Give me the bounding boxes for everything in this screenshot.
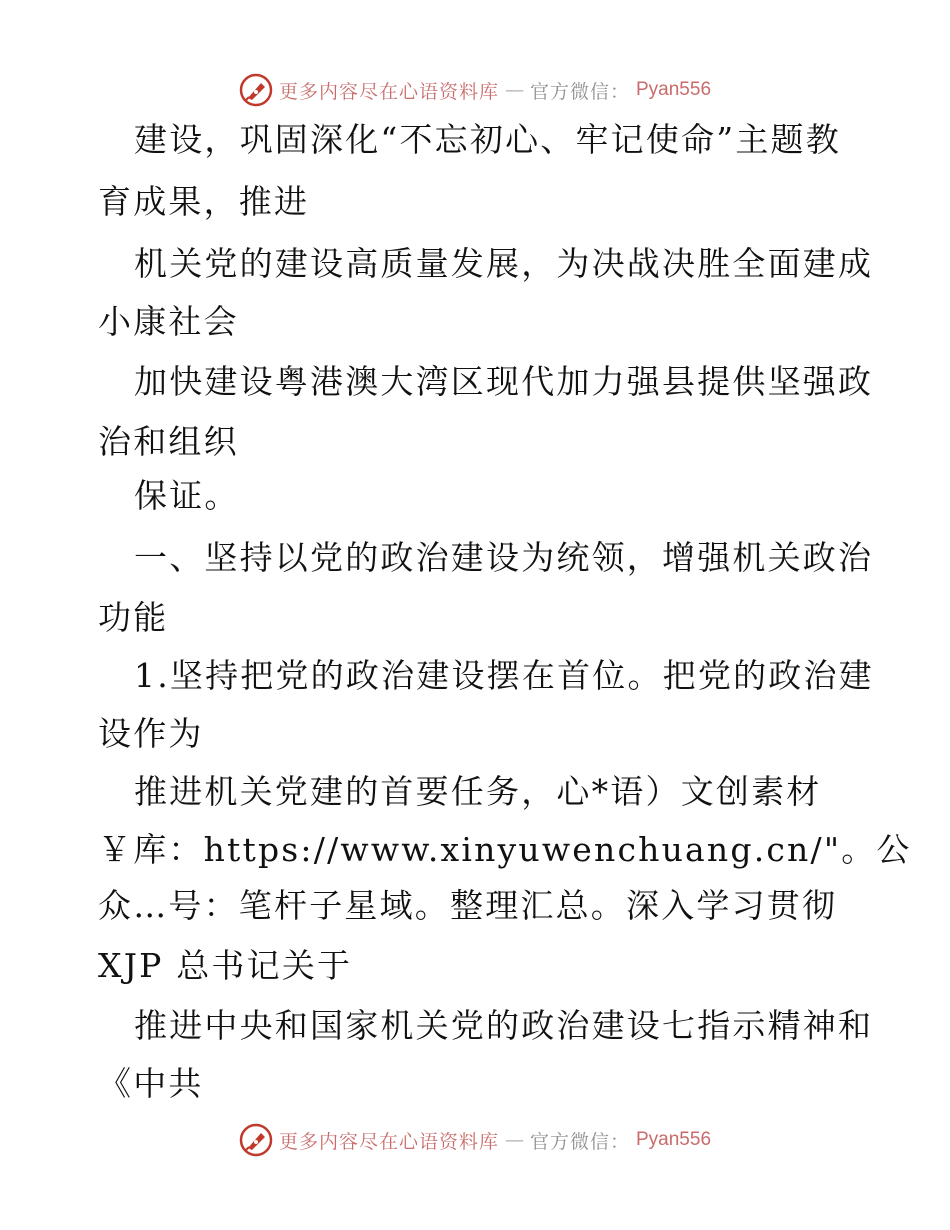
text-line: 推进中央和国家机关党的政治建设七指示精神和 [134, 1006, 874, 1045]
pen-nib-logo-icon [239, 73, 273, 107]
text-line: 功能 [98, 598, 169, 637]
text-line: 治和组织 [98, 422, 239, 461]
wechat-id: Pyan556 [636, 79, 712, 100]
banner-separator: — [504, 79, 524, 101]
text-line: XJP 总书记关于 [98, 946, 353, 985]
text-line: 加快建设粤港澳大湾区现代加力强县提供坚强政 [134, 362, 874, 401]
site-name-text: 更多内容尽在心语资料库 [278, 1130, 499, 1153]
footer-watermark-banner [0, 1122, 950, 1158]
text-line: 建设，巩固深化“不忘初心、牢记使命”主题教 [134, 120, 841, 159]
header-banner-content [239, 73, 711, 107]
site-name-text: 更多内容尽在心语资料库 [278, 80, 499, 103]
text-line: 推进机关党建的首要任务，心*语）文创素材 [134, 772, 822, 811]
text-line: 小康社会 [98, 302, 239, 341]
wechat-label: 官方微信： [529, 80, 630, 103]
text-line: 保证。 [134, 476, 240, 515]
text-line: ￥库：https://www.xinyuwenchuang.cn/"。公 [98, 830, 912, 869]
pen-nib-logo-icon [239, 1123, 273, 1157]
text-line: 众…号：笔杆子星域。整理汇总。深入学习贯彻 [98, 886, 838, 925]
footer-banner-content [239, 1123, 711, 1157]
banner-separator: — [504, 1129, 524, 1151]
wechat-label: 官方微信： [529, 1130, 630, 1153]
text-line: 1.坚持把党的政治建设摆在首位。把党的政治建 [134, 656, 874, 695]
text-line: 《中共 [98, 1064, 204, 1103]
text-line: 一、坚持以党的政治建设为统领，增强机关政治 [134, 538, 874, 577]
text-line: 机关党的建设高质量发展，为决战决胜全面建成 [134, 244, 874, 283]
text-line: 设作为 [98, 714, 204, 753]
text-line: 育成果，推进 [98, 182, 310, 221]
wechat-id: Pyan556 [636, 1129, 712, 1150]
header-watermark-banner [0, 72, 950, 108]
